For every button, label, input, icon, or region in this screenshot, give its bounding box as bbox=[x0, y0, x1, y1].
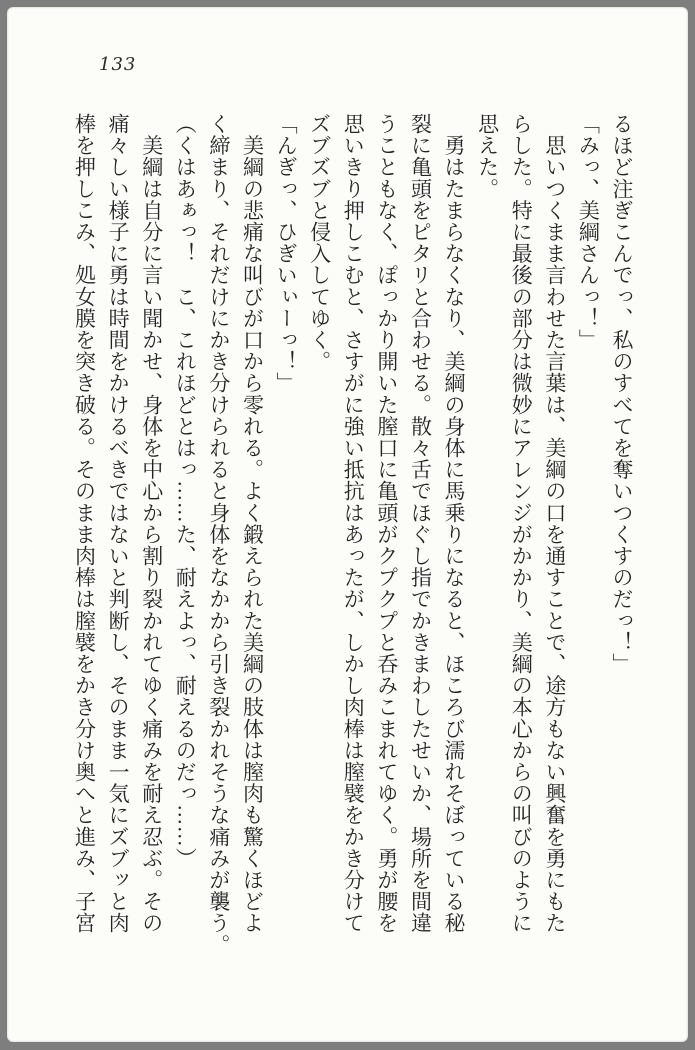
text-line: 美綱は自分に言い聞かせ、身体を中心から割り裂かれてゆく痛みを耐え忍ぶ。その bbox=[139, 113, 164, 934]
text-line: らした。特に最後の部分は微妙にアレンジがかかり、美綱の本心からの叫びのように bbox=[509, 113, 534, 934]
text-line: 棒を押しこみ、処女膜を突き破る。そのまま肉棒は膣襞をかき分け奥へと進み、子宮 bbox=[72, 113, 97, 934]
text-line: 裂に亀頭をピタリと合わせる。散々舌でほぐし指でかきまわしたせいか、場所を間違 bbox=[408, 113, 433, 934]
text-line: ズブズブと侵入してゆく。 bbox=[307, 113, 332, 373]
text-line: 思いつくまま言わせた言葉は、美綱の口を通すことで、途方もない興奮を勇にもた bbox=[542, 113, 567, 934]
book-page bbox=[7, 7, 688, 1042]
text-line: 「みっ、美綱さんっ！」 bbox=[576, 113, 601, 351]
text-line: 勇はたまらなくなり、美綱の身体に馬乗りになると、ほころび濡れそぼっている秘 bbox=[442, 113, 467, 934]
text-line: く締まり、それだけにかき分けられると身体をなかから引き裂かれそうな痛みが襲う。 bbox=[206, 113, 231, 956]
text-line: 痛々しい様子に勇は時間をかけるべきではないと判断し、そのまま一気にズブッと肉 bbox=[106, 113, 131, 934]
text-line: （くはあぁっ！ こ、これほどとはっ……た、耐えよっ、耐えるのだっ……） bbox=[173, 113, 198, 869]
text-line: るほど注ぎこんでっ、私のすべてを奪いつくすのだっ！」 bbox=[610, 113, 634, 675]
text-line: 思えた。 bbox=[475, 113, 500, 200]
text-line: うこともなく、ぽっかり開いた膣口に亀頭がクプクプと呑みこまれてゆく。勇が腰を bbox=[374, 113, 399, 934]
text-line: 思いきり押しこむと、さすがに強い抵抗はあったが、しかし肉棒は膣襞をかき分けて bbox=[341, 113, 366, 934]
page-number: 133 bbox=[99, 54, 137, 75]
text-line: 「んぎっ、ひぎいぃーっ！」 bbox=[274, 113, 299, 394]
text-line: 美綱の悲痛な叫びが口から零れる。よく鍛えられた美綱の肢体は膣肉も驚くほどよ bbox=[240, 113, 265, 934]
text-content bbox=[67, 113, 638, 956]
